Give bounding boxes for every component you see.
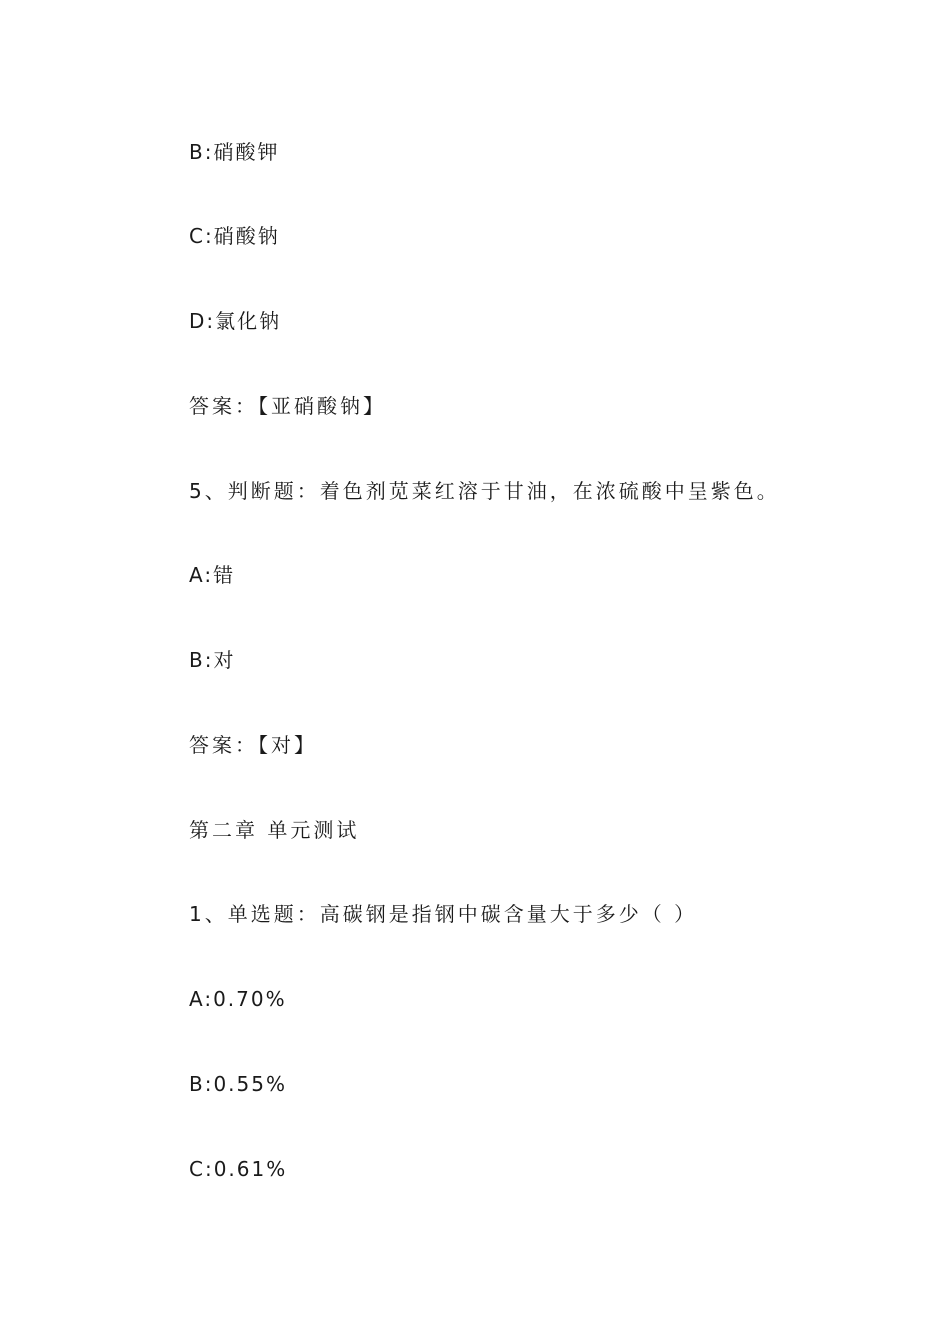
q4-option-c: C:硝酸钠	[189, 224, 280, 248]
q5-option-a: A:错	[189, 563, 236, 587]
chapter-2-q1-option-a: A:0.70%	[189, 987, 287, 1011]
q5-answer: 答案：【对】	[189, 733, 317, 757]
chapter-2-title: 第二章 单元测试	[189, 818, 360, 842]
q5-option-b: B:对	[189, 648, 236, 672]
q4-answer: 答案：【亚硝酸钠】	[189, 394, 386, 418]
chapter-2-q1-option-b: B:0.55%	[189, 1072, 287, 1096]
chapter-2-q1-option-c: C:0.61%	[189, 1157, 288, 1181]
q4-option-d: D:氯化钠	[189, 309, 282, 333]
q4-option-b: B:硝酸钾	[189, 140, 280, 164]
q5-question: 5、判断题：着色剂苋菜红溶于甘油，在浓硫酸中呈紫色。	[189, 479, 780, 503]
chapter-2-q1-question: 1、单选题：高碳钢是指钢中碳含量大于多少（ ）	[189, 902, 698, 926]
